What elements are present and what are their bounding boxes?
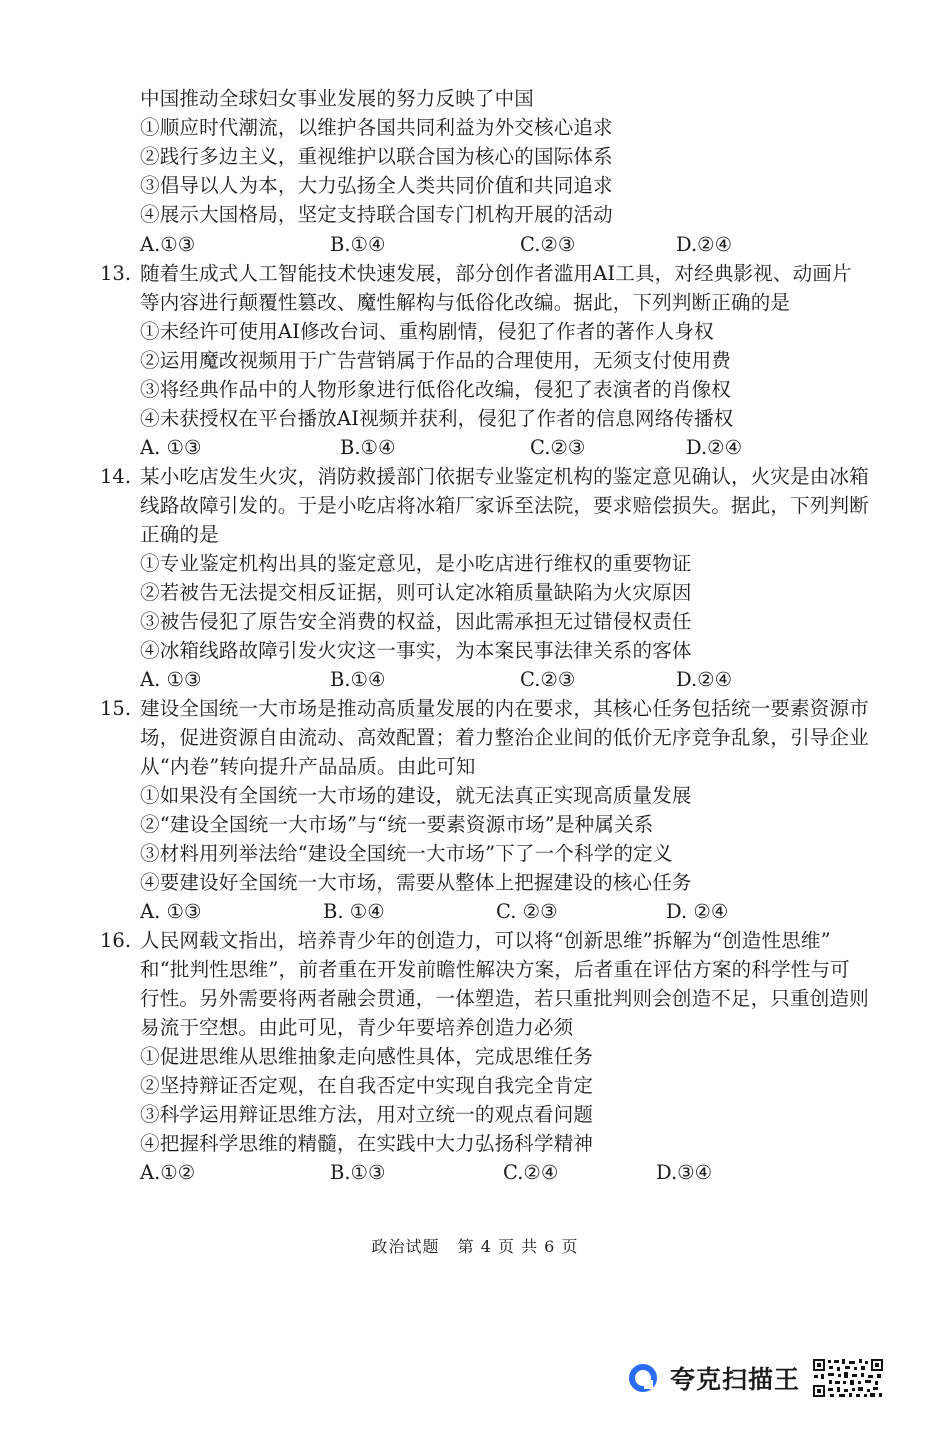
q15-stem-3: 从“内卷”转向提升产品品质。由此可知 xyxy=(140,755,476,778)
q13-stem-2: 等内容进行颠覆性篡改、魔性解构与低俗化改编。据此，下列判断正确的是 xyxy=(140,291,791,314)
q15-option-c: C. ②③ xyxy=(496,900,558,923)
scanner-logo-icon xyxy=(628,1363,658,1393)
q13-number: 13. xyxy=(100,262,132,285)
q12-option-a: A.①③ xyxy=(140,233,196,256)
qr-code-icon xyxy=(812,1358,884,1398)
q16-option-c: C.②④ xyxy=(503,1161,559,1184)
q16-stem-4: 易流于空想。由此可见，青少年要培养创造力必须 xyxy=(140,1016,574,1039)
q15-stem-2: 场，促进资源自由流动、高效配置；着力整治企业间的低价无序竞争乱象，引导企业 xyxy=(140,726,869,749)
q15-item-4: ④要建设好全国统一大市场，需要从整体上把握建设的核心任务 xyxy=(140,871,692,894)
q14-number: 14. xyxy=(100,465,132,488)
q16-item-1: ①促进思维从思维抽象走向感性具体，完成思维任务 xyxy=(140,1045,594,1068)
q14-option-d: D.②④ xyxy=(676,668,733,691)
q15-stem-1: 建设全国统一大市场是推动高质量发展的内在要求，其核心任务包括统一要素资源市 xyxy=(140,697,869,720)
q16-option-b: B.①③ xyxy=(330,1161,386,1184)
q12-option-b: B.①④ xyxy=(330,233,386,256)
q12-option-c: C.②③ xyxy=(520,233,576,256)
q15-option-d: D. ②④ xyxy=(666,900,729,923)
q16-stem-2: 和“批判性思维”，前者重在开发前瞻性解决方案，后者重在评估方案的科学性与可 xyxy=(140,958,850,981)
q15-option-b: B. ①④ xyxy=(323,900,385,923)
q14-option-c: C.②③ xyxy=(520,668,576,691)
scanner-brand-text: 夸克扫描王 xyxy=(670,1365,801,1394)
footer-subject: 政治试题 xyxy=(371,1237,440,1256)
q14-stem-1: 某小吃店发生火灾，消防救援部门依据专业鉴定机构的鉴定意见确认，火灾是由冰箱 xyxy=(140,465,869,488)
q14-stem-2: 线路故障引发的。于是小吃店将冰箱厂家诉至法院，要求赔偿损失。据此，下列判断 xyxy=(140,494,869,517)
q12-item-4: ④展示大国格局，坚定支持联合国专门机构开展的活动 xyxy=(140,203,613,226)
q13-item-3: ③将经典作品中的人物形象进行低俗化改编，侵犯了表演者的肖像权 xyxy=(140,378,732,401)
q16-item-3: ③科学运用辩证思维方法，用对立统一的观点看问题 xyxy=(140,1103,594,1126)
q14-stem-3: 正确的是 xyxy=(140,523,219,546)
scanner-watermark xyxy=(628,1358,884,1398)
q16-stem-1: 人民网载文指出，培养青少年的创造力，可以将“创新思维”拆解为“创造性思维” xyxy=(140,929,831,952)
q14-option-a: A. ①③ xyxy=(140,668,202,691)
q16-option-a: A.①② xyxy=(140,1161,196,1184)
q14-item-1: ①专业鉴定机构出具的鉴定意见，是小吃店进行维权的重要物证 xyxy=(140,552,692,575)
q15-number: 15. xyxy=(100,697,132,720)
q14-option-b: B.①④ xyxy=(330,668,386,691)
q15-option-a: A. ①③ xyxy=(140,900,202,923)
q16-item-2: ②坚持辩证否定观，在自我否定中实现自我完全肯定 xyxy=(140,1074,594,1097)
q12-item-1: ①顺应时代潮流，以维护各国共同利益为外交核心追求 xyxy=(140,116,613,139)
q13-option-b: B.①④ xyxy=(340,436,396,459)
q15-item-2: ②“建设全国统一大市场”与“统一要素资源市场”是种属关系 xyxy=(140,813,654,836)
q13-option-c: C.②③ xyxy=(530,436,586,459)
q14-item-2: ②若被告无法提交相反证据，则可认定冰箱质量缺陷为火灾原因 xyxy=(140,581,692,604)
q12-stem: 中国推动全球妇女事业发展的努力反映了中国 xyxy=(140,87,535,110)
q14-item-3: ③被告侵犯了原告安全消费的权益，因此需承担无过错侵权责任 xyxy=(140,610,692,633)
q13-item-1: ①未经许可使用AI修改台词、重构剧情，侵犯了作者的著作人身权 xyxy=(140,320,714,343)
footer-page-info: 第 4 页 共 6 页 xyxy=(457,1237,579,1256)
q13-item-2: ②运用魔改视频用于广告营销属于作品的合理使用，无须支付使用费 xyxy=(140,349,732,372)
q14-item-4: ④冰箱线路故障引发火灾这一事实，为本案民事法律关系的客体 xyxy=(140,639,692,662)
q15-item-1: ①如果没有全国统一大市场的建设，就无法真正实现高质量发展 xyxy=(140,784,692,807)
q12-item-3: ③倡导以人为本，大力弘扬全人类共同价值和共同追求 xyxy=(140,174,613,197)
q12-item-2: ②践行多边主义，重视维护以联合国为核心的国际体系 xyxy=(140,145,613,168)
q16-option-d: D.③④ xyxy=(656,1161,713,1184)
q13-option-d: D.②④ xyxy=(686,436,743,459)
q15-item-3: ③材料用列举法给“建设全国统一大市场”下了一个科学的定义 xyxy=(140,842,673,865)
q16-number: 16. xyxy=(100,929,132,952)
q13-stem-1: 随着生成式人工智能技术快速发展，部分创作者滥用AI工具，对经典影视、动画片 xyxy=(140,262,852,285)
q13-option-a: A. ①③ xyxy=(140,436,202,459)
q16-item-4: ④把握科学思维的精髓，在实践中大力弘扬科学精神 xyxy=(140,1132,594,1155)
q16-stem-3: 行性。另外需要将两者融会贯通，一体塑造，若只重批判则会创造不足，只重创造则 xyxy=(140,987,869,1010)
q12-option-d: D.②④ xyxy=(676,233,733,256)
q13-item-4: ④未获授权在平台播放AI视频并获利，侵犯了作者的信息网络传播权 xyxy=(140,407,734,430)
page-footer xyxy=(0,1234,950,1257)
